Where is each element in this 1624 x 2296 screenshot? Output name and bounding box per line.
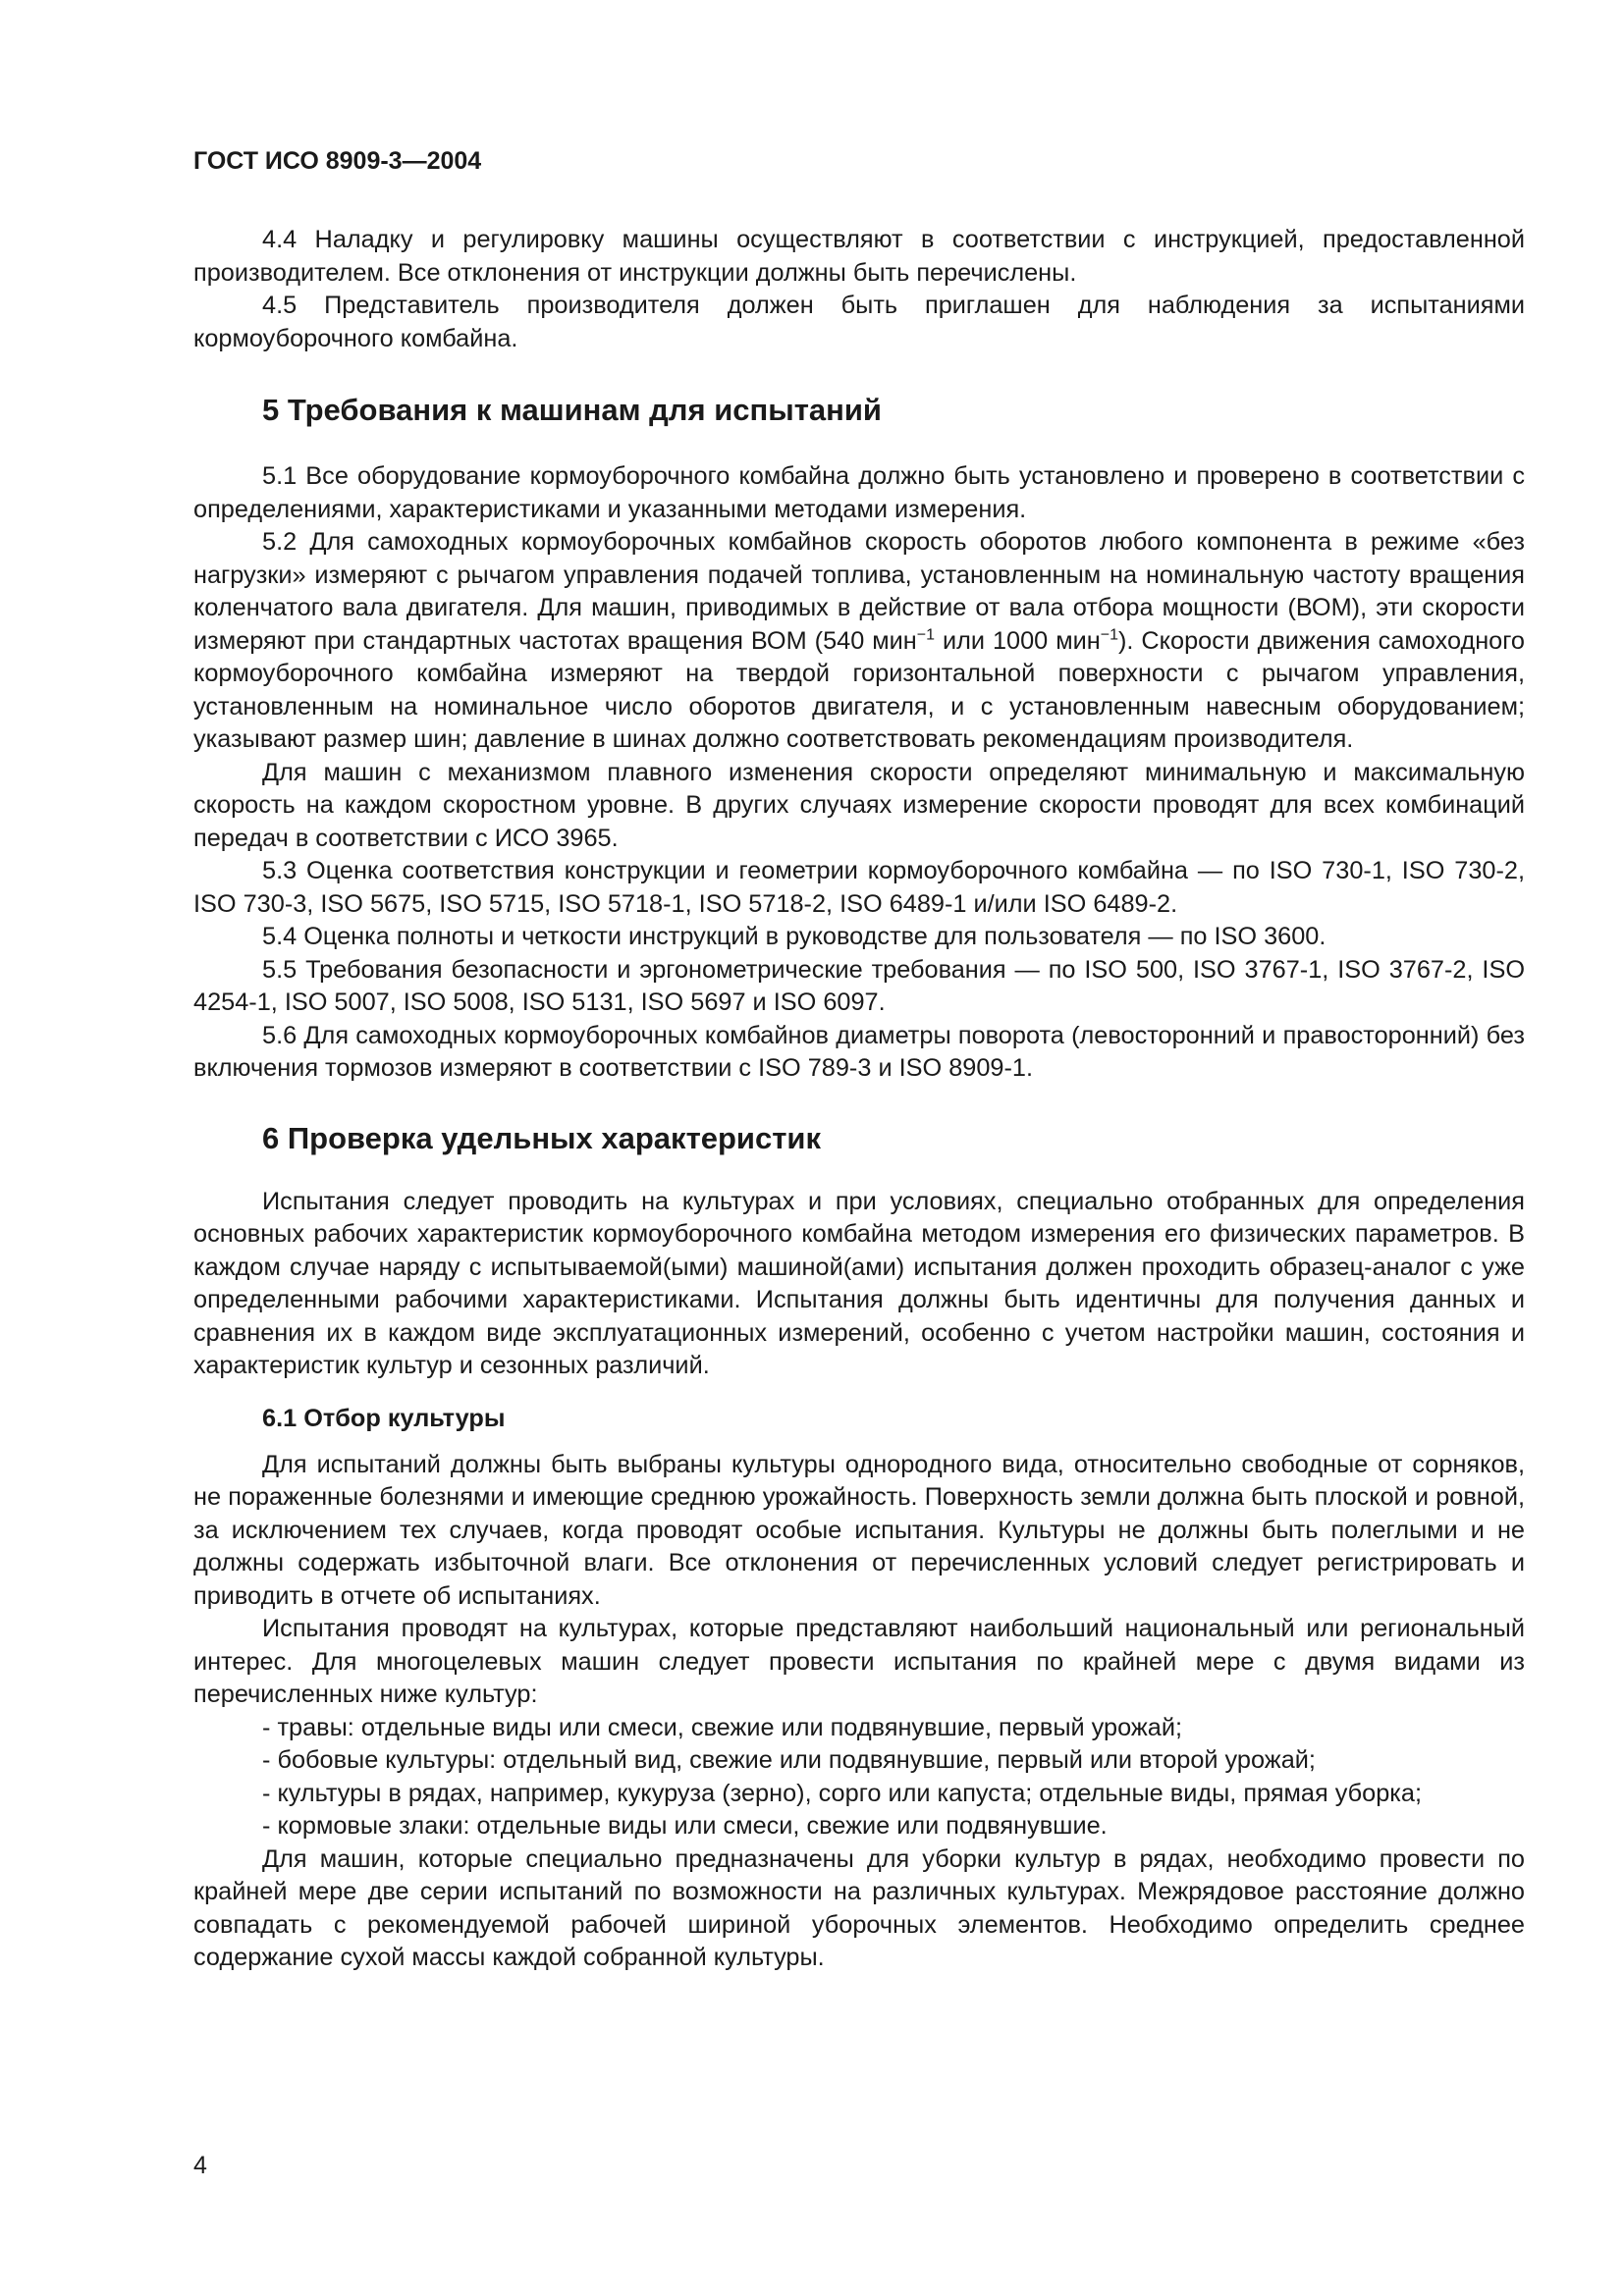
paragraph-5-2: 5.2 Для самоходных кормоуборочных комбайнов скорость оборотов любого компонента в режиме «без нагрузки» измеряют с рычагом управления подачей топлива, установленным на номинальную частоту вращения коленчатого вала двигателя. Для машин, приводимых в действие от вала отбора мощности (ВОМ), эти скорости измеряют при стандартных частотах вращения ВОМ (540 мин$^{-1}$ или 1000 мин$^{-1}$). Скорости движения самоходного кормоуборочного комбайна измеряют на твердой горизонтальной поверхности с рычагом управления, установленным на номинальное число оборотов двигателя, и с установленным навесным оборудованием; указывают размер шин; давление в шинах должно соответствовать рекомендациям производителя. xyxy=(193,528,1525,753)
list-item: - культуры в рядах, например, кукуруза (зерно), сорго или капуста; отдельные виды, прямая уборка; xyxy=(262,1779,1422,1807)
paragraph-4-4: 4.4 Наладку и регулировку машины осуществляют в соответствии с инструкцией, предоставленной производителем. Все отклонения от инструкции должны быть перечислены. xyxy=(193,226,1525,287)
subsection-6-1-heading: 6.1 Отбор культуры xyxy=(262,1404,506,1432)
list-item: - кормовые злаки: отдельные виды или смеси, свежие или подвянувшие. xyxy=(262,1812,1108,1840)
list-item: - травы: отдельные виды или смеси, свежие или подвянувшие, первый урожай; xyxy=(262,1713,1183,1741)
paragraph-5-2-cont: Для машин с механизмом плавного изменения скорости определяют минимальную и максимальную скорость на каждом скоростном уровне. В других случаях измерение скорости проводят для всех комбинаций передач в соответствии с ИСО 3965. xyxy=(193,758,1525,852)
paragraph-5-1: 5.1 Все оборудование кормоуборочного комбайна должно быть установлено и проверено в соответствии с определениями, характеристиками и указанными методами измерения. xyxy=(193,462,1525,523)
paragraph-6-intro: Испытания следует проводить на культурах и при условиях, специально отобранных для определения основных рабочих характеристик кормоуборочного комбайна методом измерения его физических параметров. В каждом случае наряду с испытываемой(ыми) машиной(ами) испытания должен проходить образец-аналог с уже определенными рабочими характеристиками. Испытания должны быть идентичны для получения данных и сравнения их в каждом виде эксплуатационных измерений, особенно с учетом настройки машин, состояния и характеристик культур и сезонных различий. xyxy=(193,1187,1525,1379)
section-6-heading: 6 Проверка удельных характеристик xyxy=(262,1120,821,1155)
paragraph-5-4: 5.4 Оценка полноты и четкости инструкций в руководстве для пользователя — по ISO 3600. xyxy=(262,923,1326,950)
paragraph-5-3: 5.3 Оценка соответствия конструкции и геометрии кормоуборочного комбайна — по ISO 730-1, ISO 730-2, ISO 730-3, ISO 5675, ISO 5715, ISO 5718-1, ISO 5718-2, ISO 6489-1 и/или ISO 6489-2. xyxy=(193,857,1525,918)
document-body xyxy=(193,224,1525,1975)
paragraph-6-1-c: Для машин, которые специально предназначены для уборки культур в рядах, необходимо провести по крайней мере две серии испытаний по возможности на различных культурах. Межрядовое расстояние должно совпадать с рекомендуемой рабочей шириной уборочных элементов. Необходимо определить среднее содержание сухой массы каждой собранной культуры. xyxy=(193,1844,1525,1971)
paragraph-5-5: 5.5 Требования безопасности и эргонометрические требования — по ISO 500, ISO 3767-1, ISO 3767-2, ISO 4254-1, ISO 5007, ISO 5008, ISO 5131, ISO 5697 и ISO 6097. xyxy=(193,955,1525,1016)
paragraph-4-5: 4.5 Представитель производителя должен быть приглашен для наблюдения за испытаниями кормоуборочного комбайна. xyxy=(193,292,1525,352)
section-5-heading: 5 Требования к машинам для испытаний xyxy=(262,393,882,427)
paragraph-5-6: 5.6 Для самоходных кормоуборочных комбайнов диаметры поворота (левосторонний и правосторонний) без включения тормозов измеряют в соответствии с ISO 789-3 и ISO 8909-1. xyxy=(193,1021,1525,1082)
paragraph-6-1-b: Испытания проводят на культурах, которые представляют наибольший национальный или региональный интерес. Для многоцелевых машин следует провести испытания по крайней мере с двумя видами из перечисленных ниже культур: xyxy=(193,1615,1525,1708)
paragraph-6-1-a: Для испытаний должны быть выбраны культуры однородного вида, относительно свободные от сорняков, не пораженные болезнями и имеющие среднюю урожайность. Поверхность земли должна быть плоской и ровной, за исключением тех случаев, когда проводят особые испытания. Культуры не должны быть полеглыми и не должны содержать избыточной влаги. Все отклонения от перечисленных условий следует регистрировать и приводить в отчете об испытаниях. xyxy=(193,1450,1525,1610)
list-item: - бобовые культуры: отдельный вид, свежие или подвянувшие, первый или второй урожай; xyxy=(262,1746,1316,1774)
page-number: 4 xyxy=(193,2152,207,2179)
document-header: ГОСТ ИСО 8909-3—2004 xyxy=(193,147,482,175)
